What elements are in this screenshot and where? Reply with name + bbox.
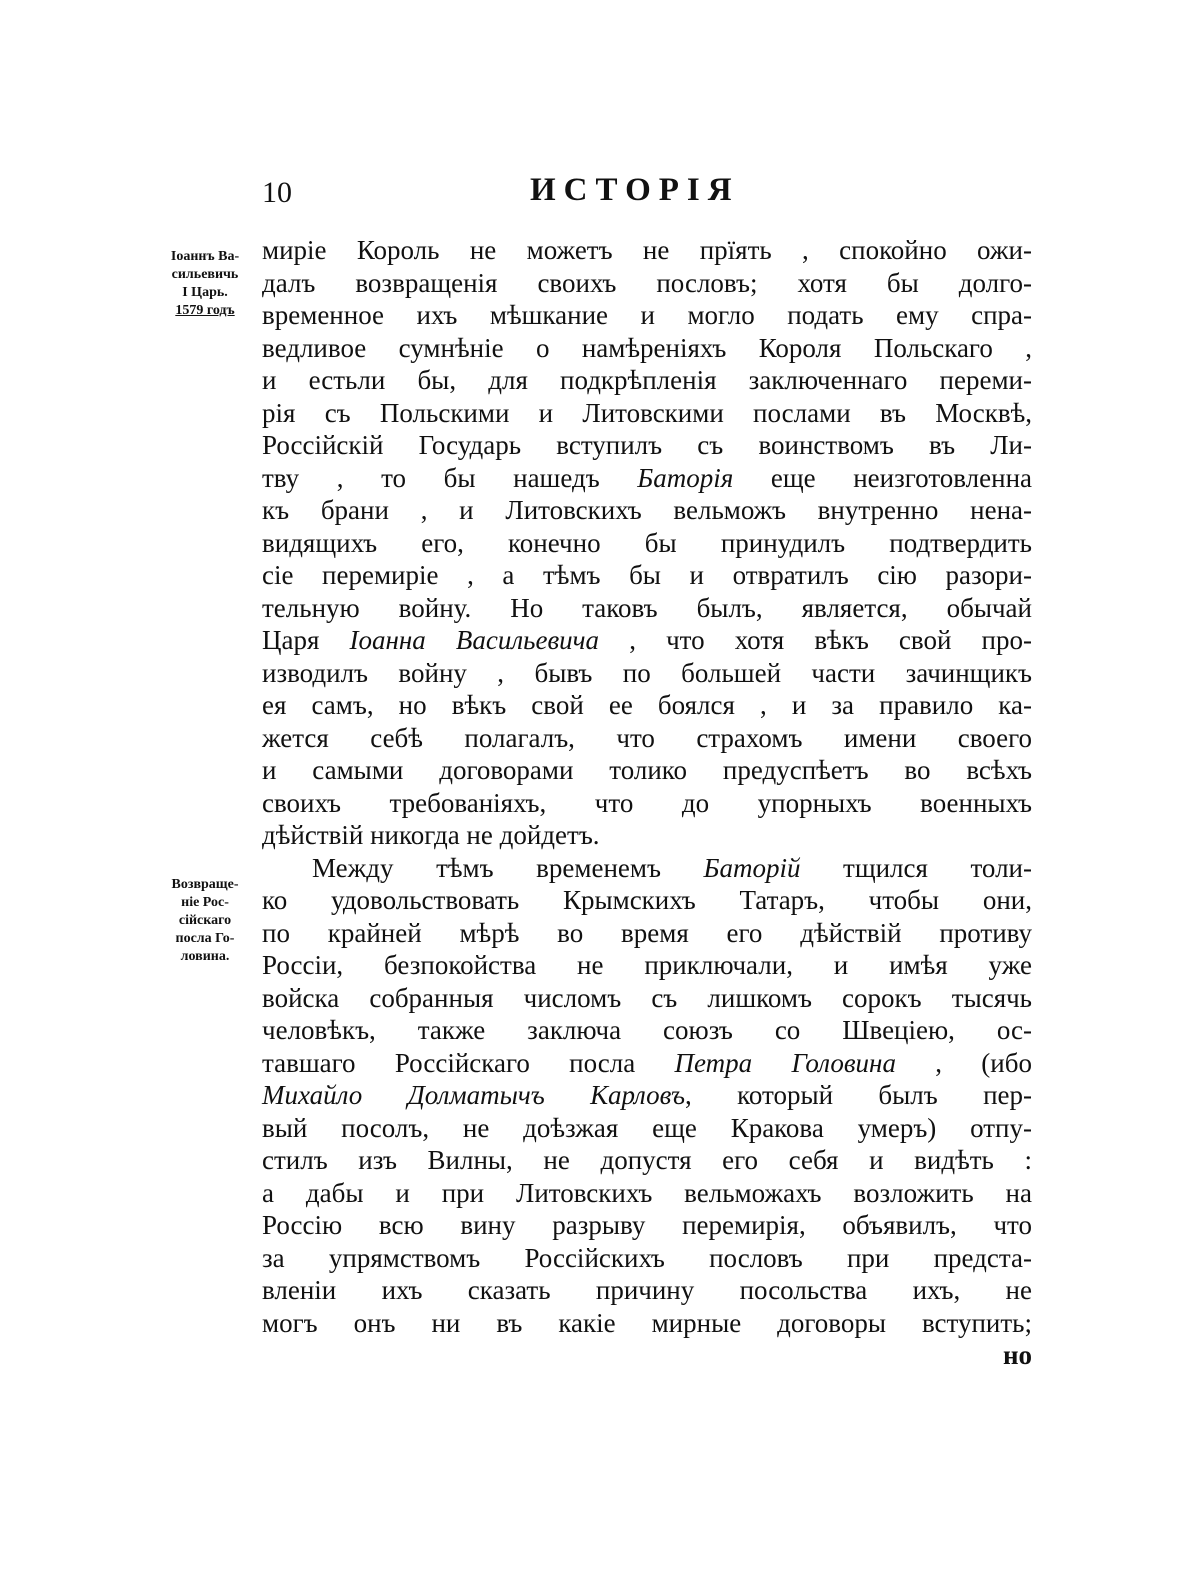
text-line: а дабы и при Литовскихъ вельможахъ возложить на xyxy=(262,1177,1032,1208)
text-line: ведливое сумнѣніе о намѣреніяхъ Короля Польскаго , xyxy=(262,332,1032,363)
margin-note-line: ловина. xyxy=(180,949,230,964)
text-line: стилъ изъ Вилны, не допустя его себя и видѣть : xyxy=(262,1145,1032,1175)
text-line: и самыми договорами толико предуспѣетъ во всѣхъ xyxy=(262,755,1032,785)
text-line: за упрямствомъ Россійскихъ пословъ при предста- xyxy=(262,1242,1032,1273)
text-line: Россію всю вину разрыву перемирія, объявилъ, что xyxy=(262,1210,1032,1240)
text-line: тельную войну. Но таковъ былъ, является, обычай xyxy=(262,592,1032,623)
page-header xyxy=(262,172,1032,222)
margin-note-line: I Царь. xyxy=(182,285,228,300)
text-line: Россійскій Государь вступилъ съ воинствомъ въ Ли- xyxy=(262,430,1032,460)
text-line: тву , то бы нашедъ Баторія еще неизготовленна xyxy=(262,462,1033,493)
catchword: но xyxy=(1002,1340,1032,1370)
text-line: Россіи, безпокойства не приключали, и имѣя уже xyxy=(262,950,1032,980)
text-line: вленіи ихъ сказать причину посольства ихъ, не xyxy=(262,1275,1032,1305)
margin-note-line: ніе Рос- xyxy=(181,895,229,910)
text-line: войска собранныя числомъ съ лишкомъ сорокъ тысячь xyxy=(262,982,1032,1013)
margin-note-line: посла Го- xyxy=(175,931,235,946)
page-number: 10 xyxy=(262,176,292,209)
text-line: ея самъ, но вѣкъ свой ее боялся , и за правило ка- xyxy=(262,690,1032,720)
running-title: ИСТОРІЯ xyxy=(530,172,740,208)
text-line: человѣкъ, также заключа союзъ со Швеціею, ос- xyxy=(262,1015,1032,1045)
text-line: и естьли бы, для подкрѣпленія заключеннаго переми- xyxy=(262,365,1032,395)
margin-note-line: Іоаннъ Ва- xyxy=(170,249,240,264)
text-line: тавшаго Россійскаго посла Петра Головина , (ибо xyxy=(262,1047,1032,1078)
margin-note-year: 1579 годъ xyxy=(175,303,235,318)
text-line: рія съ Польскими и Литовскими послами въ Москвѣ, xyxy=(262,397,1032,428)
margin-note-return-envoy xyxy=(152,876,258,966)
text-line: миріе Король не можетъ не прїять , спокойно ожи- xyxy=(262,235,1032,265)
text-line-paragraph-start: Между тѣмъ временемъ Баторій тщился толи- xyxy=(312,852,1032,883)
text-line: видящихъ его, конечно бы принудилъ подтвердить xyxy=(262,527,1032,558)
text-line: могъ онъ ни въ какіе мирные договоры вступить; xyxy=(262,1307,1032,1338)
text-line: жется себѣ полагалъ, что страхомъ имени своего xyxy=(262,722,1032,753)
text-line: вый посолъ, не доѣзжая еще Кракова умеръ) отпу- xyxy=(262,1112,1032,1143)
margin-note-line: сильевичь xyxy=(171,267,239,282)
text-line: Михайло Долматычъ Карловъ, который былъ пер- xyxy=(262,1080,1032,1110)
text-line: по крайней мѣрѣ во время его дѣйствій противу xyxy=(262,917,1032,948)
margin-note-tsar xyxy=(152,248,258,320)
text-line: изводилъ войну , бывъ по большей части зачинщикъ xyxy=(262,657,1032,688)
body-text xyxy=(262,234,1032,1372)
text-line-paragraph-end: дѣйствій никогда не дойдетъ. xyxy=(262,820,600,850)
text-line: временное ихъ мѣшкание и могло подать ему спра- xyxy=(262,300,1032,330)
text-line: Царя Іоанна Васильевича , что хотя вѣкъ свой про- xyxy=(262,625,1032,655)
text-line: сіе перемиріе , а тѣмъ бы и отвратилъ сію разори- xyxy=(262,560,1032,590)
margin-note-line: Возвраще- xyxy=(171,877,239,892)
text-line: своихъ требованіяхъ, что до упорныхъ военныхъ xyxy=(262,787,1032,818)
text-line: ко удовольствовать Крымскихъ Татаръ, чтобы они, xyxy=(262,885,1032,915)
text-line: къ брани , и Литовскихъ вельможъ внутренно нена- xyxy=(262,495,1032,525)
text-line: далъ возвращенія своихъ пословъ; хотя бы долго- xyxy=(262,267,1032,298)
margin-note-line: сійскаго xyxy=(178,913,232,928)
